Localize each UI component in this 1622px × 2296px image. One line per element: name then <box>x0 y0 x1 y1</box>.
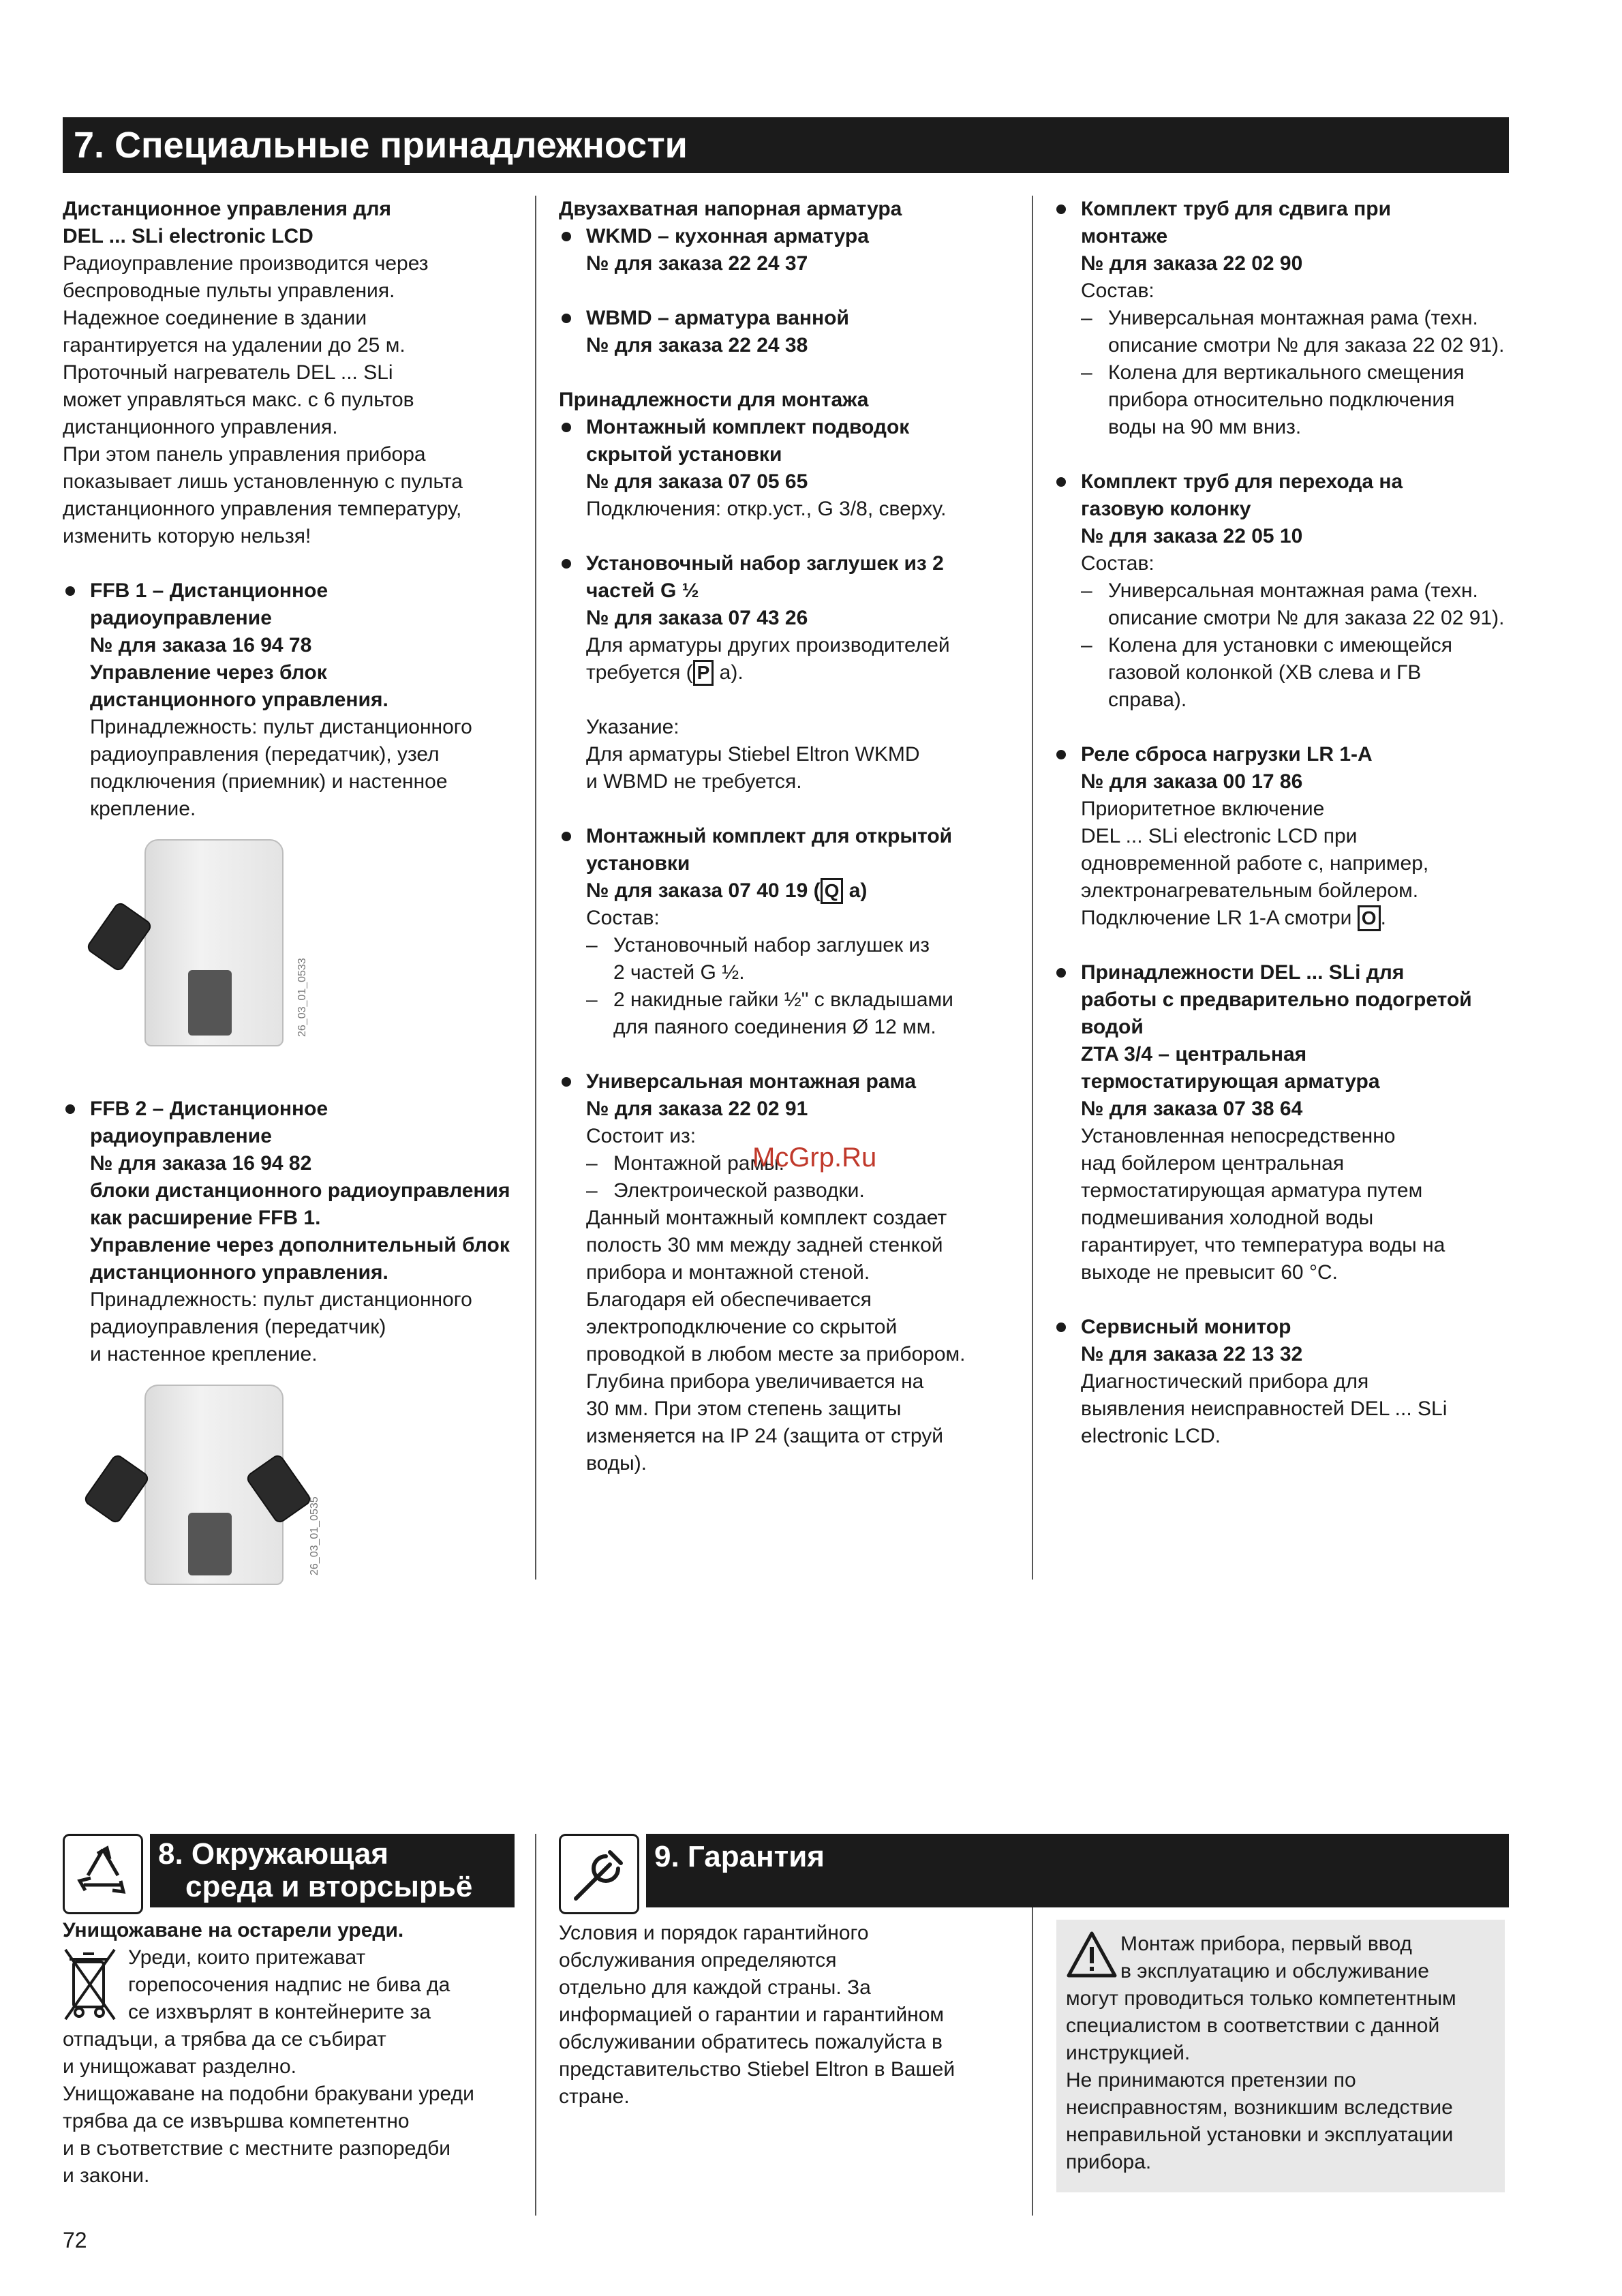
list-item-shift-pipes: Комплект труб для сдвига при монтаже № для заказа 22 02 90 Состав: – Универсальная монтажная рама (техн. описание смотри № для заказа 22 02 91). – Колена для вертикального смещения прибора относительно подключения воды на 90 мм вниз. <box>1054 196 1510 441</box>
warning-triangle-icon <box>1066 1931 1118 1978</box>
remote-control-icon <box>85 901 153 973</box>
section-header-9 <box>646 1834 1509 1907</box>
remote-control-icon <box>82 1453 151 1525</box>
remote-intro-text: Радиоуправление производится через беспроводные пульты управления. Надежное соединение в здании гарантируется на удалении до 25 м. Проточный нагреватель DEL ... SLi может управляться макс. с 6 пультов дистанционного управления. При этом панель управления прибора показывает лишь установленную с пульта дистанционного управления температуру, изменить которую нельзя! <box>63 252 463 547</box>
section-title-8-line2: среда и вторсырьё <box>185 1870 473 1903</box>
column-1 <box>63 196 526 1620</box>
list-item-service-monitor: Сервисный монитор № для заказа 22 13 32 Диагностический прибора для выявления неисправностей DEL ... SLi electronic LCD. <box>1054 1314 1510 1450</box>
disposal-subtitle: Унищожаване на остарели уреди. <box>63 1919 404 1942</box>
list-item-wbmd: WBMD – арматура ванной № для заказа 22 24 38 <box>559 305 995 359</box>
column-divider-bottom-1 <box>535 1834 536 2216</box>
list-item-gas-pipes: Комплект труб для перехода на газовую колонку № для заказа 22 05 10 Состав: – Универсальная монтажная рама (техн. описание смотри № для заказа 22 02 91). – Колена для установки с имеющейся газовой колонкой (ХВ слева и ГВ справа). <box>1054 468 1510 714</box>
remote-intro <box>63 196 526 550</box>
figure-ffb1 <box>63 832 526 1057</box>
heater-device-image <box>144 839 284 1046</box>
ref-box-p: P <box>693 660 714 686</box>
column-divider-2 <box>1032 196 1033 1580</box>
list-item-preheated: Принадлежности DEL ... SLi для работы с предварительно подогретой водой ZTA 3/4 – центральная термостатирующая арматура № для заказа 07 38 64 Установленная непосредственно над бойлером центральная термостатирующая арматура путем подмешивания холодной воды гарантирует, что температура воды на выходе не превысит 60 °C. <box>1054 959 1510 1286</box>
list-item-wkmd: WKMD – кухонная арматура № для заказа 22 24 37 <box>559 223 995 277</box>
armature-title: Двузахватная напорная арматура <box>559 198 902 220</box>
list-item-ffb2: FFB 2 – Дистанционное радиоуправление № для заказа 16 94 82 блоки дистанционного радиоуправления как расширение FFB 1. Управление через дополнительный блок дистанционного управления. Принадлежность: пульт дистанционного радиоуправления (передатчик) и настенное крепление. <box>63 1096 526 1368</box>
figure-label: 26_03_01_0535 <box>309 1496 320 1575</box>
section-header-8 <box>150 1834 515 1907</box>
section-8-body: Унищожаване на остарели уреди. Уреди, които притежават горепосочения надпис не бива да се изхвърлят в контейнерите за отпадъци, а трябва да се събират и унищожават разделно. Унищожаване на подобни бракувани уреди трябва да се извършва компетентно и в съответствие с местните разпоредби и закони. <box>63 1917 526 2190</box>
figure-label: 26_03_01_0533 <box>296 958 308 1037</box>
column-3 <box>1054 196 1510 1450</box>
figure-ffb2 <box>63 1378 526 1582</box>
list-item-relay: Реле сброса нагрузки LR 1-A № для заказа 00 17 86 Приоритетное включение DEL ... SLi electronic LCD при одновременной работе с, например, электронагревательным бойлером. Подключение LR 1-A смотри O . <box>1054 741 1510 932</box>
section-header-7 <box>63 117 1509 173</box>
list-item-plugs: Установочный набор заглушек из 2 частей G ½ № для заказа 07 43 26 Для арматуры других производителей требуется ( P a). <box>559 550 995 686</box>
mounting-title: Принадлежности для монтажа <box>559 389 869 411</box>
warning-box: Монтаж прибора, первый ввод в эксплуатацию и обслуживание могут проводиться только компетентным специалистом в соответствии с данной инструкцией. Не принимаются претензии по неисправностям, возникшим вследствие неправильной установки и эксплуатации прибора. <box>1056 1920 1505 2192</box>
ref-box-q: Q <box>821 878 844 904</box>
section-title-7: 7. Специальные принадлежности <box>74 125 688 166</box>
section-title-8-line1: 8. Окружающая <box>158 1837 389 1871</box>
crossed-bin-icon <box>63 1947 117 2022</box>
list-item-frame: Универсальная монтажная рама № для заказа 22 02 91 Состоит из: – Монтажной рамы. – Электроической разводки. Данный монтажный комплект создает полость 30 мм между задней стенкой прибора и монтажной стеной. Благодаря ей обеспечивается электроподключение со скрытой проводкой в любом месте за прибором. Глубина прибора увеличивается на 30 мм. При этом степень защиты изменяется на IP 24 (защита от струй воды). <box>559 1068 995 1477</box>
list-item-hidden-kit: Монтажный комплект подводок скрытой установки № для заказа 07 05 65 Подключения: откр.уст., G 3/8, сверху. <box>559 414 995 523</box>
list-item-open-kit: Монтажный комплект для открытой установки № для заказа 07 40 19 ( Q a) Состав: – Установочный набор заглушек из 2 частей G ½. – 2 накидные гайки ½" с вкладышами для паяного соединения Ø 12 мм. <box>559 823 995 1041</box>
column-divider-1 <box>535 196 536 1580</box>
list-item-ffb1: FFB 1 – Дистанционное радиоуправление № для заказа 16 94 78 Управление через блок дистанционного управления. Принадлежность: пульт дистанционного радиоуправления (передатчик), узел подключения (приемник) и настенное крепление. <box>63 577 526 823</box>
section-title-9: 9. Гарантия <box>654 1840 825 1873</box>
column-2 <box>559 196 995 1477</box>
remote-intro-title: Дистанционное управления для DEL ... SLi electronic LCD <box>63 198 392 247</box>
recycling-icon <box>63 1834 143 1914</box>
note: Указание: Для арматуры Stiebel Eltron WKMD и WBMD не требуется. <box>586 716 920 793</box>
ref-box-o: O <box>1358 905 1381 931</box>
watermark: McGrp.Ru <box>752 1143 877 1173</box>
section-9-body: Условия и порядок гарантийного обслуживания определяются отдельно для каждой страны. За информацией о гарантии и гарантийном обслуживании обратитесь пожалуйста в представительство Stiebel Eltron в Вашей стране. <box>559 1922 955 2108</box>
wrench-icon <box>559 1834 639 1914</box>
page-number: 72 <box>63 2228 87 2252</box>
